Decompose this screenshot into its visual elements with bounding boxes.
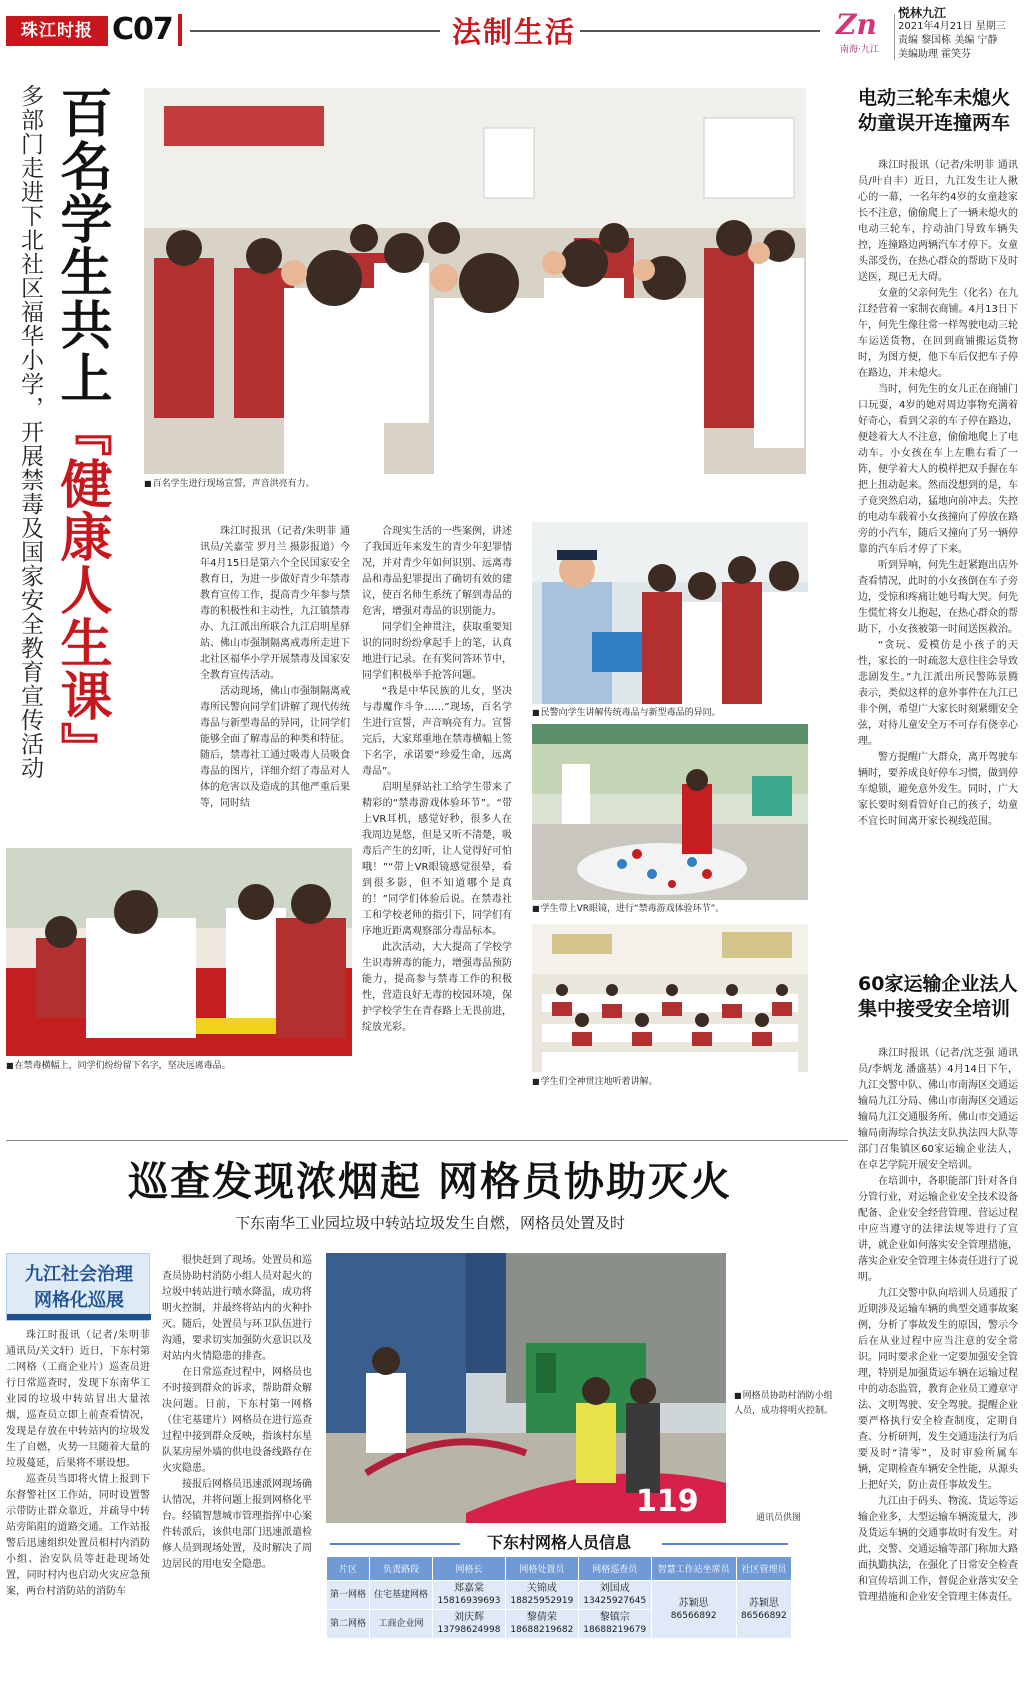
sidebar2-paragraph: 九江交警中队向培训人员通报了近期涉及运输车辆的典型交通事故案例，分析了事故发生的原因，警示今后在从业过程中应当注意的安全常识。同时要求企业一定要加强安全管理，特别是加强货运车辆在运输过程中的动态监管，教育企业员工遵章守法、文明驾驶、安全驾驶。提醒企业要严格执行安全检查制度，定期自查、分析研判，发生交通违法行为后要及时“清零”，及时审验所属车辆，定期检查车辆安全性能，从源头上把好关，防止责任事故发生。 — [858, 1288, 1018, 1491]
sidebar1-paragraph: 警方提醒广大群众，离开驾驶车辆时，要养成良好停车习惯，做到停车熄锁，避免意外发生。同时，广大家长要时刻看管好自己的孩子，幼童不宜长时间离开家长视线范围。 — [858, 752, 1018, 827]
grid-handler — [505, 1581, 578, 1610]
sidebar2-title — [858, 972, 1024, 1022]
sidebar1-paragraph: 当时，何先生的女儿正在商铺门口玩耍，4岁的她对周边事物充满着好奇心，看到父亲的车子停在路边，便趁着大人不注意，偷偷地爬上了电动车。小女孩在车上左瞧右看了一阵，便学着大人的模样把双手握在车把上扭动起来。然而没想到的是，车子竟突然启动，猛地向前冲去。失控的电动车载着小女孩撞向了停放在路旁的小汽车，随后又撞向了另一辆停靠的汽车后才停了下来。 — [858, 384, 1018, 555]
caption-audience: ■ 学生们全神贯注地听着讲解。 — [532, 1076, 808, 1088]
main-title — [48, 86, 110, 775]
grid-header-cell: 智慧工作站坐席员 — [651, 1557, 736, 1581]
grid-table-header-row — [327, 1557, 792, 1581]
grid-leader — [433, 1581, 506, 1610]
bottom-story-col1 — [6, 1328, 150, 1676]
photo-firefighting — [326, 1253, 726, 1523]
grid-person-name: 苏颖思 — [678, 1597, 709, 1609]
main-col1-paragraph: 活动现场，佛山市强制隔离戒毒所民警向同学们讲解了现代传统毒品与新型毒品的异同，让同学们能够全面了解毒品的种类和特征。随后，禁毒社工通过吸毒人员吸食毒品的图片，详细介绍了毒品对人体的危害以及造成的其他严重后果等，同时结 — [200, 686, 350, 809]
fire-sign-119: 119 — [636, 1484, 699, 1519]
bottom-col1-paragraph: 珠江时报讯（记者/朱明菲 通讯员/关文轩）近日，下东村第二网格（工商企业片）巡查员进行日常巡查时，发现下东南华工业园的垃圾中转站冒出大量浓烟，巡查员立即上前查看情况，发现是存放在中转站内的垃圾发生了自燃，火势一旦随着大量的垃圾蔓延，后果将不堪设想。 — [6, 1330, 150, 1469]
grid-person-name: 郑嘉棠 — [453, 1583, 484, 1594]
grid-leader — [433, 1610, 506, 1639]
brand-logo-mark: Zn — [836, 8, 877, 41]
grid-area: 第一网格 — [327, 1581, 370, 1610]
grid-header-cell: 网格处置员 — [505, 1557, 578, 1581]
main-title-black: 百名学生共上 — [51, 86, 112, 404]
grid-personnel-table — [326, 1556, 792, 1639]
bottom-story-col2 — [162, 1253, 312, 1676]
bottom-col2-paragraph: 很快赶到了现场。处置员和巡查员协助村消防小组人员对起火的垃圾中转站进行喷水降温，成功将明火控制，并最终将站内的火种扑灭。随后，处置员与环卫队伍进行沟通，要求切实加强防火意识以及对站内火情隐患的排查。 — [162, 1255, 312, 1362]
main-col2-paragraph: 同学们全神贯注，获取重要知识的同时纷纷拿起手上的笔，认真地进行记录。在有奖问答环节中，同学们积极举手抢答问题。 — [362, 622, 512, 681]
grid-header-cell: 片区 — [327, 1557, 370, 1581]
main-story-col1 — [200, 524, 350, 812]
column-badge-line2: 网格化巡展 — [34, 1290, 124, 1311]
brand-logo-sub: 南海·九江 — [840, 45, 879, 55]
brand-logo — [832, 8, 892, 56]
photo-vr-game — [532, 724, 808, 900]
main-col2-paragraph: “我是中华民族的儿女，坚决与毒魔作斗争……”现场，百名学生进行宣誓，声音响亮有力。宣誓完后，大家郑重地在禁毒横幅上签下名字，承诺要“珍爱生命，远离毒品”。 — [362, 686, 512, 777]
bottom-headline: 巡查发现浓烟起 网格员协助灭火 — [128, 1158, 732, 1205]
sidebar2-title-line2: 集中接受安全培训 — [858, 998, 1011, 1020]
grid-person-phone: 13798624998 — [437, 1625, 501, 1635]
grid-person-phone: 86566892 — [740, 1610, 787, 1621]
main-col2-paragraph: 合现实生活的一些案例，讲述了我国近年来发生的青少年犯罪情况，并对青少年如何识别、远离毒品和毒品犯罪提出了确切有效的建议，使百名师生系统了解到毒品的危害，增强对毒品的识别能力。 — [362, 526, 512, 617]
sidebar2-title-line1: 60家运输企业法人 — [858, 973, 1018, 995]
column-badge-bar — [7, 1314, 151, 1320]
photo-student-oath-art — [144, 88, 806, 474]
grid-person-phone: 18688219679 — [583, 1625, 647, 1635]
sidebar2-body — [858, 1046, 1018, 1676]
grid-person-name: 刘国成 — [599, 1583, 630, 1594]
photo-student-oath — [144, 88, 806, 474]
newspaper-logo: 珠江时报 — [6, 16, 108, 46]
sidebar1-paragraph: 珠江时报讯（记者/朱明菲 通讯员/叶自丰）近日，九江发生让人揪心的一幕，一名年约4岁的女童趁家长不注意，偷偷爬上了一辆未熄火的电动三轮车，拧动油门导致车辆失控，连撞路边两辆汽车才停下。女童头部受伤，在热心群众的帮助下及时送医，现已无大碍。 — [858, 160, 1018, 283]
bottom-col1-paragraph: 巡查员当即将火情上报到下东督警社区工作站，同时设置警示带防止群众靠近，并疏导中转站旁陷阻的道路交通。工作站报警后迅速组织处置员相村内消防小组、治安队员等赶赴现场处置，同时村内也启动火灾应急预案，两台村消防站的消防车 — [6, 1474, 150, 1597]
sidebar1-title-line1: 电动三轮车未熄火 — [858, 87, 1011, 109]
sidebar2-paragraph: 珠江时报讯（记者/沈芝强 通讯员/李炳龙 潘盛基）4月14日下午，九江交警中队、佛山市南海区交通运输局九江分局、佛山市南海区交通运输局九江交通服务所、佛山市交通运输局南海综合执法支队执法四大队等部门召集镇区60家运输企业法人，在卓艺学院开展安全培训。 — [858, 1048, 1018, 1171]
grid-person-name: 黎倩荣 — [526, 1612, 557, 1623]
sidebar2-paragraph: 在培训中，各职能部门针对各自分管行业，对运输企业安全技术设备配备、企业安全经营管理、营运过程中应当遵守的法律法规等进行了宣讲，就企业如何落实安全管理措施，落实企业安全管理主体责任进行了说明。 — [858, 1176, 1018, 1283]
caption-oath: ■ 百名学生进行现场宣誓，声音洪亮有力。 — [144, 478, 806, 490]
grid-header-cell: 网格长 — [433, 1557, 506, 1581]
grid-title-rule-right — [662, 1543, 788, 1545]
grid-road: 住宅基建网格 — [370, 1581, 433, 1610]
grid-person-name: 关锦成 — [526, 1583, 557, 1594]
photo-firefighting-art — [326, 1253, 726, 1523]
masthead-rule-right — [580, 30, 820, 32]
table-row — [327, 1581, 792, 1610]
grid-seat — [651, 1581, 736, 1639]
grid-person-phone: 18825952919 — [510, 1596, 574, 1606]
masthead-rule-left — [190, 30, 440, 32]
sidebar1-body — [858, 158, 1018, 918]
sidebar1-title-line2: 幼童误开连撞两车 — [858, 112, 1011, 134]
red-divider — [178, 14, 182, 46]
grid-road: 工商企业网 — [370, 1610, 433, 1639]
masthead — [0, 0, 1024, 66]
grid-table-title: 下东村网格人员信息 — [486, 1533, 631, 1552]
main-title-red: 『健康人生课』 — [51, 404, 112, 775]
bottom-col2-paragraph: 接报后网格员迅速派网现场确认情况，并将问题上报到网格化平台。经镇智慧城市管理指挥中心案件转派后，该供电部门迅速派遣检修人员到现场处置，及时解决了周边居民的用电安全隐患。 — [162, 1479, 312, 1570]
grid-patrol — [578, 1581, 651, 1610]
photo-credit: 通讯员供图 — [756, 1513, 802, 1523]
brand-name: 悦林九江 — [898, 6, 947, 20]
grid-patrol — [578, 1610, 651, 1639]
meta-divider — [894, 14, 895, 60]
photo-banner-signing-art — [6, 848, 352, 1056]
bottom-subhead: 下东南华工业园垃圾中转站垃圾发生自燃，网格员处置及时 — [234, 1214, 625, 1232]
sidebar2-paragraph: 九江由于码头、物流、货运等运输企业多，大型运输车辆流量大，涉及货运车辆的交通事故时有发生。对此，交警、交通运输等部门称加大路面执勤执法，在强化了日常安全检查和宣传培训工作，督促企业落实安全管理措施和企业安全管理主体责任。 — [858, 1496, 1018, 1603]
caption-police: ■ 民警向学生讲解传统毒品与新型毒品的异同。 — [532, 707, 808, 719]
photo-banner-signing — [6, 848, 352, 1056]
grid-person-phone: 15816939693 — [437, 1596, 501, 1606]
caption-banner: ■ 在禁毒横幅上，同学们纷纷留下名字，坚决远离毒品。 — [6, 1060, 352, 1072]
sidebar1-paragraph: “贪玩、爱模仿是小孩子的天性，家长的一时疏忽大意往往会导致悲剧发生。”九江派出所民警陈景腾表示，类似这样的意外事件在九江已非个例，希望广大家长时刻紧绷安全弦，对待儿童安全万不可存有侥幸心理。 — [858, 640, 1018, 747]
bottom-col2-paragraph: 在日常巡查过程中，网格员也不时接到群众的诉求，帮助群众解决问题。日前，下东村第一网格（住宅基建片）网格员在进行巡查过程中接到群众反映，指该村东星队某房屋外墙的供电设备线路存在火灾隐患。 — [162, 1367, 312, 1474]
caption-firefighting: ■ 网格员协助村消防小组人员，成功将明火控制。 — [734, 1388, 834, 1419]
grid-person-phone: 86566892 — [670, 1610, 717, 1621]
main-col2-paragraph: 此次活动，大大提高了学校学生识毒辨毒的能力，增强毒品预防能力，提高参与禁毒工作的积极性，营造良好无毒的校园环境，保护学校学生在青春路上无畏前进，绽放光彩。 — [362, 942, 512, 1033]
column-badge-line1: 九江社会治理 — [25, 1264, 133, 1285]
grid-person-name: 苏颖思 — [748, 1597, 779, 1609]
photo-vr-game-art — [532, 724, 808, 900]
main-col2-paragraph: 启明星驿站社工给学生带来了精彩的“禁毒游戏体验环节”。“带上VR耳机，感觉好秒，很多人在我周边晃悠，但是又听不清楚，吸毒后产生的幻听，让人觉得好可怕哦！”“带上VR眼镜感觉很晕，看到很多影，但不知道哪个是真的！”同学们体验后说。在禁毒社工和学校老师的指引下，同学们有序地近距离观察部分毒品标本。 — [362, 782, 512, 937]
grid-person-phone: 18688219682 — [510, 1625, 574, 1635]
grid-person-phone: 13425927645 — [583, 1596, 647, 1606]
masthead-meta — [898, 6, 1022, 62]
grid-area: 第二网格 — [327, 1610, 370, 1639]
bottom-section-rule — [6, 1140, 848, 1141]
main-subtitle: 多部门走进下北社区福华小学，开展禁毒及国家安全教育宣传活动 — [17, 84, 43, 780]
grid-admin — [736, 1581, 791, 1639]
grid-header-cell: 负责路段 — [370, 1557, 433, 1581]
photo-audience-art — [532, 924, 808, 1072]
grid-header-cell: 社区管理员 — [736, 1557, 791, 1581]
grid-person-name: 黎镇宗 — [599, 1612, 630, 1623]
photo-police-explaining-art — [532, 522, 808, 704]
sidebar1-paragraph: 女童的父亲何先生（化名）在九江经营着一家制衣商铺。4月13日下午，何先生像往常一样驾驶电动三轮车运送货物，在回到商铺搬运货物时，为图方便，他下车后仅把车子停在路边，并未熄火。 — [858, 288, 1018, 379]
section-name: 法制生活 — [452, 15, 577, 49]
issue-date: 2021年4月21日 星期三 — [898, 21, 1006, 32]
grid-header-cell: 网格巡查员 — [578, 1557, 651, 1581]
grid-handler — [505, 1610, 578, 1639]
assist-credit: 美编助理 霍笑芬 — [898, 49, 972, 60]
main-col1-paragraph: 珠江时报讯（记者/朱明菲 通讯员/关嘉莹 罗月兰 摄影报道）今年4月15日是第六个全民国家安全教育日，为进一步做好青少年禁毒教育宣传工作，提高青少年参与禁毒的积极性和主动性，九江镇禁毒办、九江派出所联合九江启明星驿站、佛山市强制隔离戒毒所走进下北社区福华小学开展禁毒及国家安全教育宣传活动。 — [200, 526, 350, 681]
sidebar1-title — [858, 86, 1024, 136]
caption-vr: ■ 学生带上VR眼镜，进行“禁毒游戏体验环节”。 — [532, 903, 808, 915]
grid-person-name: 刘庆辉 — [453, 1612, 484, 1623]
main-story-col2 — [362, 524, 512, 1036]
photo-audience — [532, 924, 808, 1072]
editor-credit: 责编 黎国栋 美编 宁静 — [898, 35, 998, 46]
page-number: C07 — [112, 12, 173, 47]
photo-police-explaining — [532, 522, 808, 704]
column-badge — [6, 1253, 150, 1321]
sidebar1-paragraph: 听到异响，何先生赶紧跑出店外查看情况，此时的小女孩倒在车子旁边，受惊和疼痛让她号啕大哭。何先生慌忙将女儿抱起，在热心群众的帮助下，小女孩被第一时间送医救治。 — [858, 560, 1018, 635]
